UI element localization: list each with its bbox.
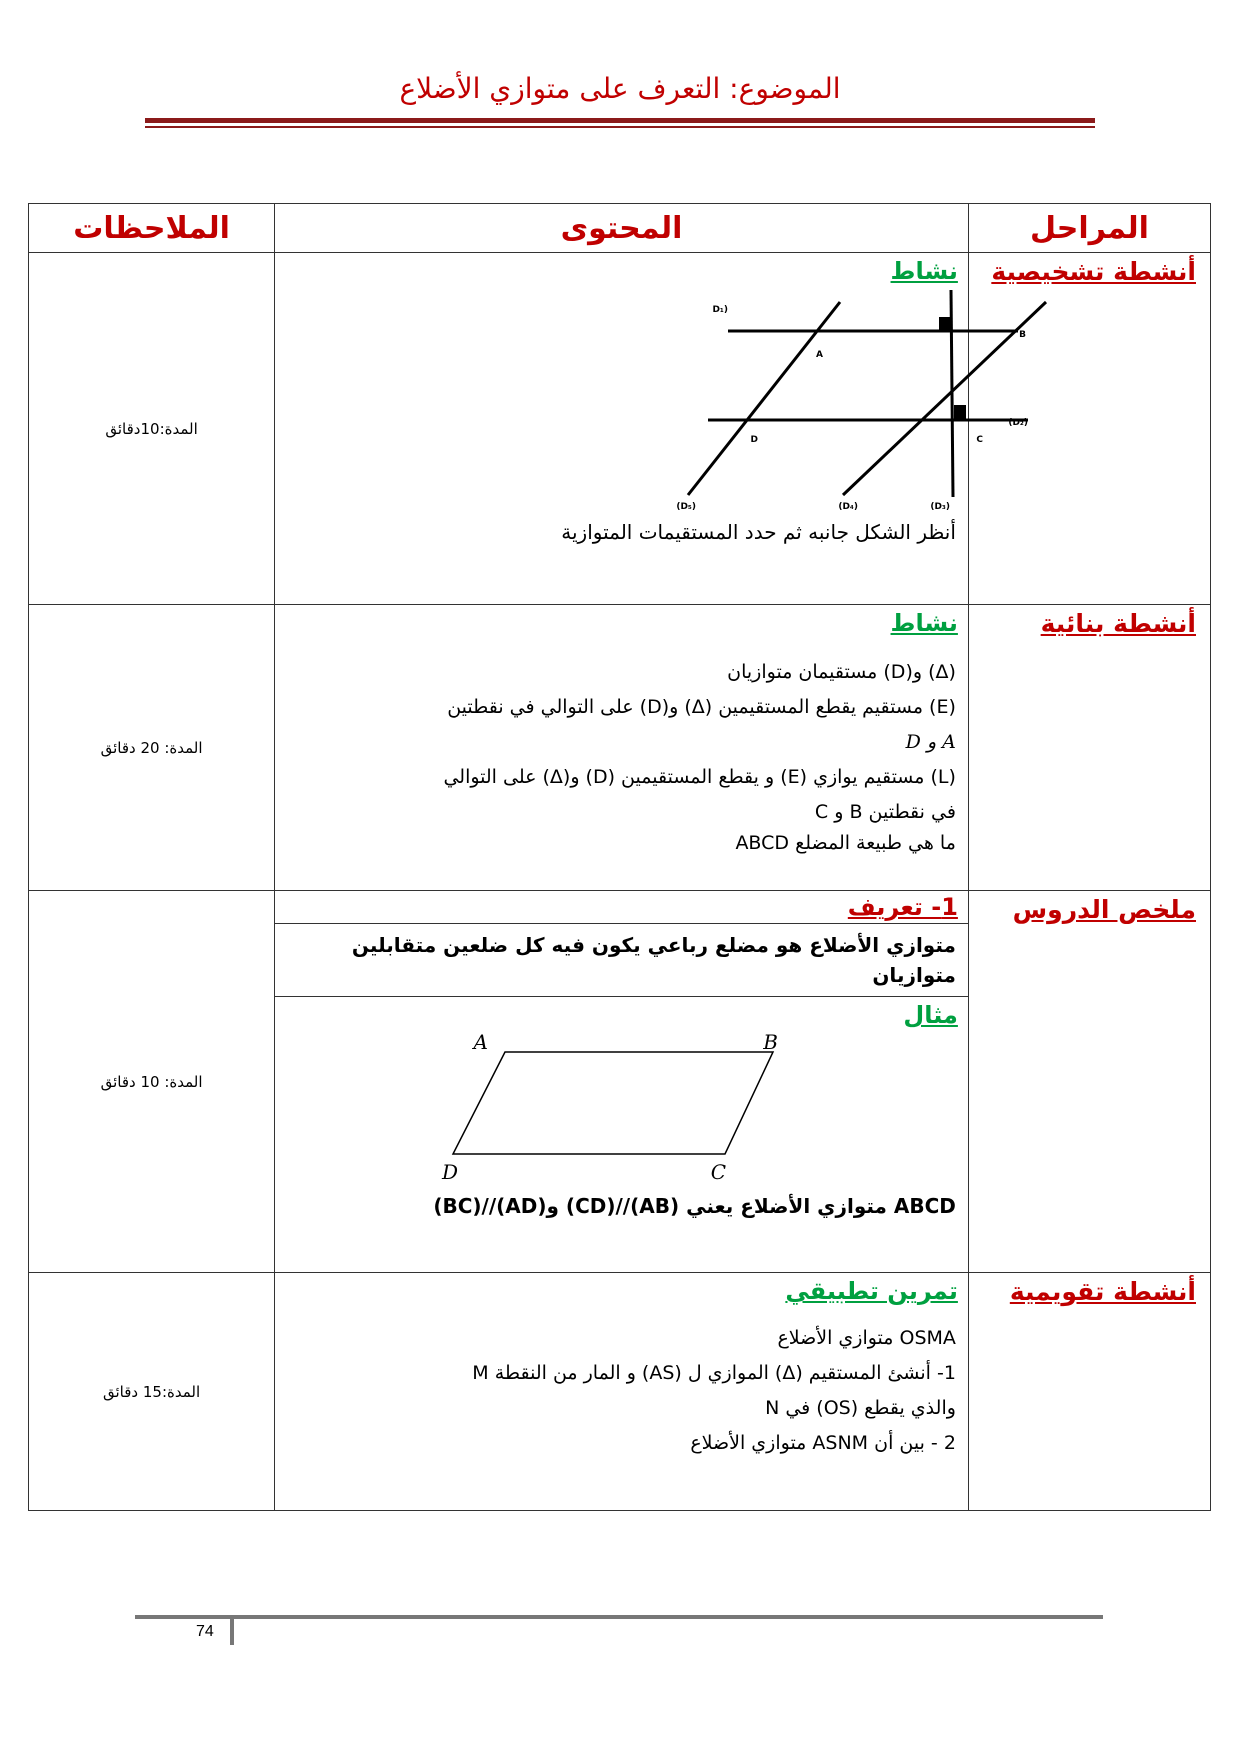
label-a: A bbox=[815, 350, 823, 360]
label-c: C bbox=[976, 435, 983, 445]
example-label: مثال bbox=[903, 1001, 958, 1029]
label-d2: (D₂) bbox=[1008, 418, 1028, 428]
vertex-c: C bbox=[710, 1160, 726, 1184]
parallelogram-figure bbox=[278, 1029, 968, 1189]
table-row bbox=[29, 891, 1211, 1273]
footer-rule bbox=[135, 1615, 1103, 1619]
exercise-line: والذي يقطع (OS) في N bbox=[765, 1397, 956, 1419]
right-angle-mark-bottom bbox=[954, 405, 966, 420]
duration-note: المدة: 10 دقائق bbox=[29, 891, 275, 1273]
stage-diagnostic: أنشطة تشخيصية bbox=[968, 253, 1210, 605]
table-row bbox=[29, 605, 1211, 891]
label-d: D bbox=[750, 435, 758, 445]
stage-constructive: أنشطة بنائية bbox=[968, 605, 1210, 891]
activity-line: في نقطتين B و C bbox=[814, 801, 956, 823]
parallelogram-shape bbox=[453, 1052, 773, 1154]
content-cell bbox=[275, 605, 969, 891]
lesson-table bbox=[28, 203, 1211, 1511]
footer-divider bbox=[230, 1617, 234, 1645]
label-b: B bbox=[1019, 330, 1026, 340]
definition-text: متوازي الأضلاع هو مضلع رباعي يكون فيه كل ضلعين متقابلين متوازيان bbox=[275, 924, 968, 997]
duration-note: المدة:15 دقائق bbox=[29, 1273, 275, 1511]
exercise-line: 1- أنشئ المستقيم (Δ) الموازي ل (AS) و المار من النقطة M bbox=[472, 1362, 956, 1384]
table-row bbox=[29, 1273, 1211, 1511]
vertex-b: B bbox=[763, 1030, 778, 1054]
right-angle-mark-top bbox=[939, 317, 951, 331]
header-stages: المراحل bbox=[968, 204, 1210, 253]
section-label: نشاط bbox=[890, 609, 958, 637]
stage-evaluation: أنشطة تقويمية bbox=[968, 1273, 1210, 1511]
parallel-lines-figure bbox=[278, 285, 1028, 515]
exercise-label: تمرين تطبيقي bbox=[785, 1277, 958, 1305]
header-notes: الملاحظات bbox=[29, 204, 275, 253]
label-d4: (D₄) bbox=[838, 502, 858, 512]
instruction-text: أنظر الشكل جانبه ثم حدد المستقيمات المتوازية bbox=[561, 520, 956, 544]
activity-line: (Δ) و(D) مستقيمان متوازيان bbox=[727, 661, 956, 683]
content-cell bbox=[275, 891, 969, 1273]
exercise-line: OSMA متوازي الأضلاع bbox=[777, 1327, 956, 1349]
content-cell bbox=[275, 1273, 969, 1511]
activity-line: (E) مستقيم يقطع المستقيمين (Δ) و(D) على التوالي في نقطتين bbox=[447, 696, 956, 718]
page-title: الموضوع: التعرف على متوازي الأضلاع bbox=[399, 72, 841, 105]
label-d5: (D₅) bbox=[676, 502, 696, 512]
content-cell bbox=[275, 253, 1028, 605]
page-number: 74 bbox=[196, 1623, 214, 1640]
header-content: المحتوى bbox=[275, 204, 969, 253]
example-text: ABCD متوازي الأضلاع يعني (AB)//(CD) و(AD)//(BC) bbox=[433, 1194, 956, 1218]
label-d1: (D₁ bbox=[712, 305, 728, 315]
stage-summary: ملخص الدروس bbox=[968, 891, 1210, 1273]
activity-line: ما هي طبيعة المضلع ABCD bbox=[735, 832, 956, 854]
duration-note: المدة: 20 دقائق bbox=[29, 605, 275, 891]
duration-note: المدة:10دقائق bbox=[29, 253, 275, 605]
line-d3 bbox=[951, 290, 953, 497]
exercise-line: 2 - بين أن ASNM متوازي الأضلاع bbox=[690, 1432, 956, 1454]
definition-heading: 1- تعريف bbox=[847, 893, 958, 921]
activity-line: A و D bbox=[905, 731, 956, 753]
activity-line: (L) مستقيم يوازي (E) و يقطع المستقيمين (D) و(Δ) على التوالي bbox=[443, 766, 956, 788]
table-row bbox=[29, 253, 1211, 605]
title-rule bbox=[145, 118, 1095, 123]
section-label: نشاط bbox=[890, 257, 958, 285]
vertex-a: A bbox=[473, 1030, 488, 1054]
vertex-d: D bbox=[441, 1160, 458, 1184]
title-rule-thin bbox=[145, 126, 1095, 128]
label-d3: (D₃) bbox=[930, 502, 950, 512]
